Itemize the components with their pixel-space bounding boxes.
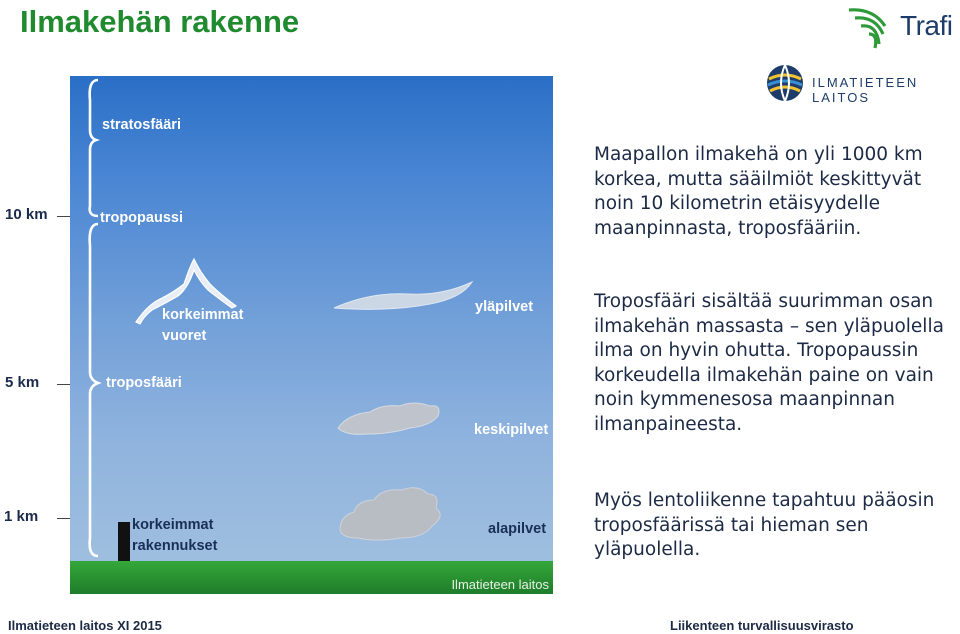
- atmosphere-illustration: [70, 76, 553, 594]
- page-title: Ilmakehän rakenne: [20, 4, 300, 39]
- high-clouds-label: yläpilvet: [475, 299, 534, 315]
- tall-building-icon: [118, 522, 130, 562]
- buildings-label: korkeimmat rakennukset: [132, 517, 218, 554]
- image-credit: Ilmatieteen laitos: [451, 577, 549, 592]
- paragraph-3: Myös lentoliikenne tapahtuu pääosin troposfäärissä tai hieman sen yläpuolella.: [594, 490, 935, 561]
- mountains-label: korkeimmat vuoret: [162, 307, 244, 344]
- low-clouds-label: alapilvet: [488, 521, 547, 537]
- high-cloud-icon: [334, 282, 472, 309]
- fmi-logo-text: ILMATIETEEN LAITOS: [812, 75, 919, 105]
- altitude-label-5km: 5 km: [5, 374, 40, 391]
- paragraph-2: Troposfääri sisältää suurimman osan ilmakehän massasta – sen yläpuolella ilma on hyvin ohutta. Tropopaussin korkeudella ilmakehän paine on vain noin kymmenesosa maanpinnan ilmanpaineesta.: [594, 291, 944, 435]
- altitude-label-10km: 10 km: [5, 206, 48, 223]
- fmi-emblem-icon: [765, 63, 805, 103]
- troposphere-brace-icon: [90, 224, 98, 556]
- footer-left: Ilmatieteen laitos XI 2015: [8, 618, 162, 633]
- mid-cloud-icon: [338, 403, 439, 434]
- altitude-tick-10km: [57, 216, 71, 217]
- troposphere-label: troposfääri: [106, 375, 182, 391]
- stratosphere-brace-icon: [90, 80, 98, 216]
- altitude-label-1km: 1 km: [4, 508, 39, 525]
- paragraph-1: Maapallon ilmakehä on yli 1000 km korkea, mutta sääilmiöt keskittyvät noin 10 kilometrin etäisyydelle maanpinnasta, troposfääriin.: [594, 144, 923, 239]
- stratosphere-label: stratosfääri: [102, 117, 181, 133]
- ground: [70, 561, 553, 594]
- altitude-tick-5km: [57, 384, 71, 385]
- tropopause-label: tropopaussi: [100, 210, 183, 226]
- trafi-logo-text: Trafi: [900, 10, 953, 41]
- footer-right: Liikenteen turvallisuusvirasto: [670, 618, 854, 633]
- low-cloud-icon: [340, 488, 440, 540]
- altitude-tick-1km: [57, 518, 71, 519]
- mid-clouds-label: keskipilvet: [474, 422, 549, 438]
